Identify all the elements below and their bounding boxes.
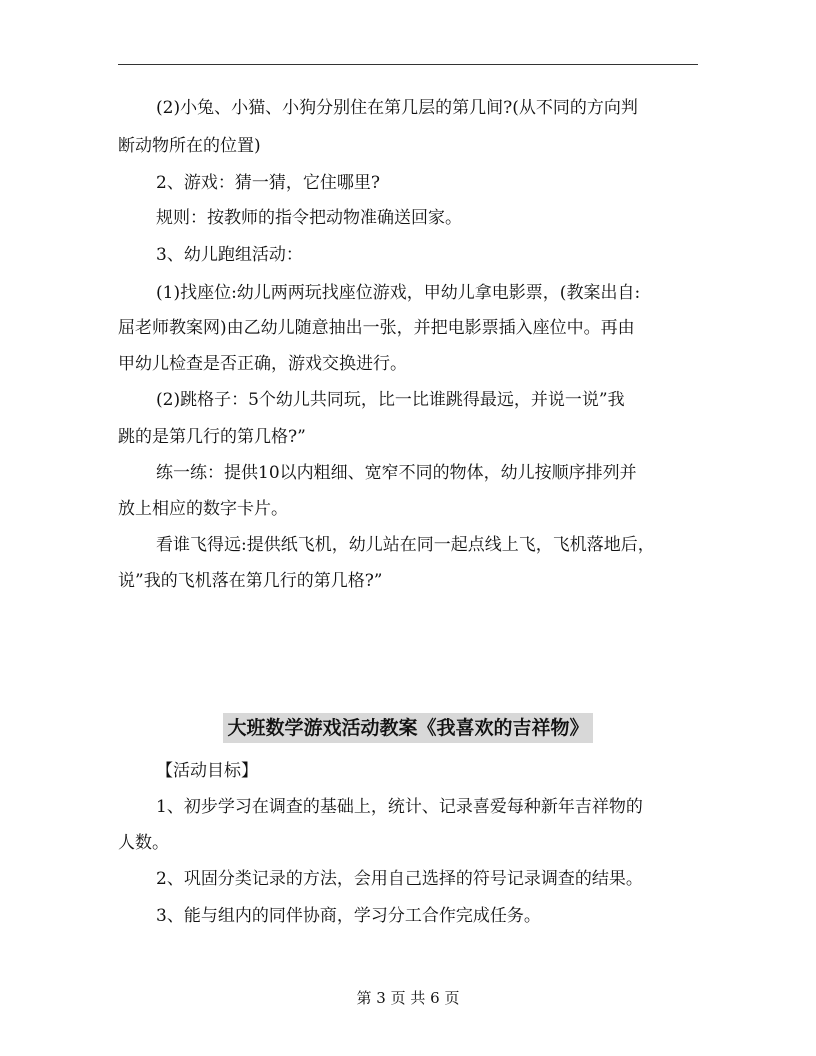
paragraph-line: 人数。	[118, 833, 169, 853]
page-number: 第 3 页 共 6 页	[356, 989, 460, 1007]
paragraph-line: 屈老师教案网)由乙幼儿随意抽出一张，并把电影票插入座位中。再由	[118, 318, 635, 338]
paragraph-line: (2)小兔、小猫、小狗分别住在第几层的第几间?(从不同的方向判	[156, 98, 638, 118]
paragraph-line: 2、巩固分类记录的方法，会用自己选择的符号记录调查的结果。	[156, 869, 643, 889]
paragraph-line: 看谁飞得远:提供纸飞机，幼儿站在同一起点线上飞，飞机落地后，	[156, 535, 655, 555]
paragraph-line: 跳的是第几行的第几格?”	[118, 427, 306, 447]
paragraph-line: 1、初步学习在调查的基础上，统计、记录喜爱每种新年吉祥物的	[156, 797, 643, 817]
header-rule	[118, 64, 698, 65]
section-title-wrap	[0, 713, 816, 743]
paragraph-line: (1)找座位:幼儿两两玩找座位游戏，甲幼儿拿电影票，(教案出自:	[156, 283, 641, 303]
paragraph-line: 放上相应的数字卡片。	[118, 499, 288, 519]
paragraph-line: 2、游戏：猜一猜，它住哪里?	[156, 173, 380, 193]
paragraph-line: 规则：按教师的指令把动物准确送回家。	[156, 208, 462, 228]
paragraph-line: 甲幼儿检查是否正确，游戏交换进行。	[118, 354, 407, 374]
paragraph-line: 说”我的飞机落在第几行的第几格?”	[118, 571, 383, 591]
paragraph-line: 断动物所在的位置)	[118, 136, 261, 156]
paragraph-line: 【活动目标】	[156, 761, 258, 781]
paragraph-line: 3、能与组内的同伴协商，学习分工合作完成任务。	[156, 906, 541, 926]
paragraph-line: 3、幼儿跑组活动：	[156, 245, 303, 265]
section-title: 大班数学游戏活动教案《我喜欢的吉祥物》	[223, 713, 592, 743]
paragraph-line: (2)跳格子：5个幼儿共同玩，比一比谁跳得最远，并说一说”我	[156, 390, 625, 410]
paragraph-line: 练一练：提供10以内粗细、宽窄不同的物体，幼儿按顺序排列并	[156, 463, 637, 483]
